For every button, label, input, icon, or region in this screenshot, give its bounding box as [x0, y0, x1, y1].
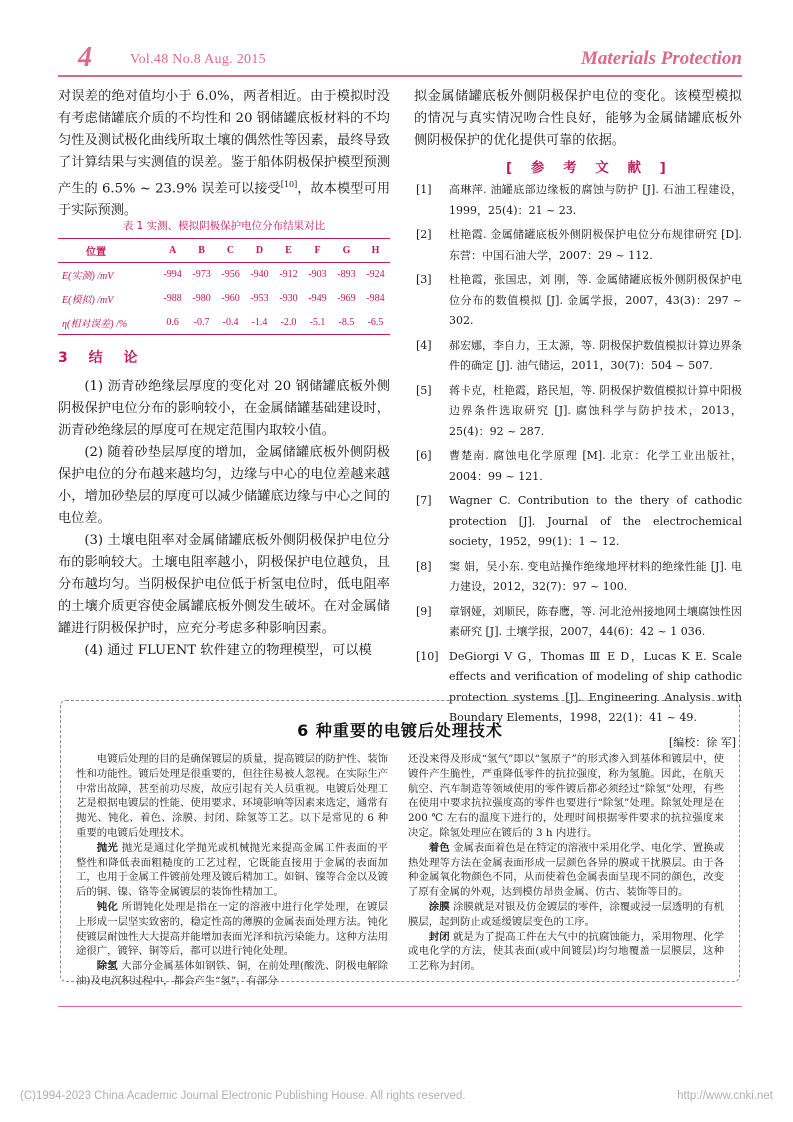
conclusion-item: (3) 土壤电阻率对金属储罐底板外侧阴极保护电位分布的影响较大。土壤电阻率越小，阴极保护电位越负，且分布越均匀。当阴极保护电位低于析氢电位时，低电阻率的土壤介质更容使金属罐底板外侧发生破坏。在对金属储罐进行阴极保护时，应充分考虑多种影响因素。	[58, 533, 390, 636]
term-label: 抛光	[96, 841, 119, 854]
reference-text: 高琳萍. 油罐底部边缘板的腐蚀与防护 [J]. 石油工程建设，1999，25(4)：21 ~ 23.	[449, 183, 742, 217]
article-paragraph: 着色 金属表面着色是在特定的溶液中采用化学、电化学、置换或热处理等方法在金属表面形成一层颜色各异的膜或干扰膜层。由于各种金属氧化物颜色不同，从而使着色金属表面呈现不同的颜色，改变了原有金属的外观，达到模仿昂贵金属、仿古、装饰等目的。	[408, 841, 725, 899]
table-cell: -1.4	[251, 316, 268, 328]
sidebar-article-left	[76, 752, 388, 989]
table-cell: -912	[279, 269, 298, 281]
table-header-row	[58, 239, 390, 263]
conclusion-item: (1) 沥青砂绝缘层厚度的变化对 20 钢储罐底板外侧阴极保护电位分布的影响较小，在金属储罐基础建设时，沥青砂绝缘层的厚度可在规定范围内取较小值。	[58, 379, 390, 438]
article-paragraph: 还没来得及形成“氢气”即以“氢原子”的形式渗入到基体和镀层中，使镀件产生脆性，严重降低零件的抗拉强度，称为氢脆。因此，在航天航空、汽车制造等领域使用的零件镀后都必须经过“除氢”处理，有些在使用中要求抗拉强度高的零件也要进行“除氢”处理。除氢处理是在 200 ℃ 左右的温度下进行的，处理时间根据零件要求的抗拉强度来决定。除氢处理应在镀后的 3 h 内进行。	[408, 753, 724, 839]
reference-number: [9]	[416, 604, 432, 618]
header-cell: F	[314, 245, 321, 256]
reference-number: [4]	[416, 338, 432, 352]
reference-text: 曹楚南. 腐蚀电化学原理 [M]. 北京：化学工业出版社，2004：99 ~ 121.	[449, 449, 742, 483]
table-cell: 0.6	[166, 316, 179, 328]
reference-number: [6]	[416, 449, 432, 462]
table-cell: -0.7	[193, 316, 210, 328]
section-heading: 3 结 论	[58, 350, 146, 366]
continuation-paragraph: 拟金属储罐底板外侧阴极保护电位的变化。该模型模拟的情况与真实情况吻合性良好，能够为金属储罐底板外侧阴极保护的优化提供可靠的依据。	[414, 89, 742, 148]
reference-item	[414, 270, 742, 332]
reference-item	[414, 446, 742, 487]
reference-number: [2]	[416, 228, 432, 241]
table-cell: -984	[366, 293, 385, 304]
table-cell: -8.5	[338, 316, 355, 328]
table-row	[58, 263, 390, 287]
article-paragraph: 涂膜 涂膜就是对银及仿金镀层的零件，涂覆或浸一层透明的有机膜层，起到防止或延缓镀层变色的工序。	[408, 900, 725, 928]
reference-number: [8]	[416, 559, 432, 573]
journal-name: Materials Protection	[581, 48, 742, 69]
row-label: E(模拟) /mV	[62, 295, 114, 306]
table-cell: -2.0	[280, 316, 297, 328]
footer-divider	[58, 1006, 742, 1007]
header-cell: B	[198, 245, 205, 256]
reference-item	[414, 225, 742, 266]
table-cell: -903	[308, 269, 327, 281]
reference-text: 蒋卡克，杜艳霞，路民旭，等. 阴极保护数值模拟计算中阳极边界条件选取研究 [J]. 腐蚀科学与防护技术，2013，25(4)：92 ~ 287.	[449, 383, 742, 438]
comparison-table	[58, 238, 390, 335]
table-cell: -994	[163, 269, 182, 281]
reference-list	[414, 180, 742, 753]
reference-number: [5]	[416, 383, 432, 397]
term-label: 涂膜	[428, 900, 450, 913]
table-cell: -956	[221, 269, 240, 281]
term-label: 钝化	[96, 900, 119, 913]
table-caption: 表 1 实测、模拟阴极保护电位分布结果对比	[122, 220, 326, 232]
term-label: 封闭	[428, 930, 450, 943]
row-label: E(实测) /mV	[62, 271, 114, 283]
conclusions	[58, 376, 390, 662]
reference-item	[414, 557, 742, 598]
header-divider	[58, 75, 742, 77]
table-cell: -5.1	[309, 316, 326, 328]
table-cell: -969	[337, 293, 356, 304]
table-cell: -940	[250, 269, 269, 281]
table-cell: -924	[366, 269, 385, 281]
page-footer	[20, 1090, 773, 1102]
reference-item	[414, 180, 742, 221]
page-header	[58, 44, 742, 76]
reference-number: [3]	[416, 273, 432, 286]
volume-issue: Vol.48 No.8 Aug. 2015	[130, 52, 266, 67]
article-paragraph: 除氢 大部分金属基体如钢铁、铜，在前处理(酸洗、阴极电解除油)及电沉积过程中，都会产生“氢”，有部分	[76, 960, 388, 987]
sidebar-article-right	[408, 752, 724, 974]
reference-text: DeGiorgi V G，Thomas Ⅲ E D，Lucas K E. Scale effects and verification of modeling of ship cathodic protection systems [J]. Engineering Analysis with Boundary Elements，1998，22(1)：41 ~ 49.	[449, 649, 742, 724]
header-cell: D	[255, 245, 264, 256]
table-cell: -893	[337, 269, 356, 281]
row-label: η(相对误差) /%	[62, 318, 128, 330]
header-cell: E	[285, 245, 292, 256]
sidebar-article-title: 6 种重要的电镀后处理技术	[297, 721, 503, 740]
table-cell: -988	[163, 293, 182, 304]
reference-item	[414, 602, 742, 643]
footer-link[interactable]: http://www.cnki.net	[677, 1090, 773, 1102]
article-paragraph: 电镀后处理的目的是确保镀层的质量，提高镀层的防护性、装饰性和功能性。镀后处理是很重要的，但往往易被人忽视。在实际生产中常出故障，甚至前功尽废，故应引起有关人员重视。电镀后处理工艺是根据电镀层的性能、使用要求、环境影响等因素来选定，通常有抛光、钝化、着色、涂膜、封闭、除氢等工艺。以下是常见的 6 种重要的电镀后处理技术。	[76, 753, 388, 839]
header-cell: 位置	[86, 247, 106, 258]
page-number: 4	[78, 42, 92, 73]
reference-number: [7]	[416, 494, 432, 507]
term-label: 着色	[428, 841, 450, 854]
header-cell: A	[168, 245, 177, 256]
editor-note: [编校：徐 军]	[668, 735, 736, 749]
reference-text: 杜艳霞. 金属储罐底板外侧阴极保护电位分布规律研究 [D]. 东营：中国石油大学，2007：29 ~ 112.	[449, 228, 742, 262]
article-paragraph: 封闭 就是为了提高工件在大气中的抗腐蚀能力，采用物理、化学或电化学的方法，使其表面(或中间镀层)均匀地覆盖一层膜层，这种工艺称为封闭。	[408, 930, 725, 973]
reference-item	[414, 491, 742, 553]
table-cell: -0.4	[222, 316, 239, 328]
table-cell: -960	[221, 293, 240, 304]
table-cell: -930	[279, 293, 298, 304]
article-paragraph: 抛光 抛光是通过化学抛光或机械抛光来提高金属工件表面的平整性和降低表面粗糙度的工艺过程，它既能直接用于金属的表面加工，也用于金属工件镀前处理及镀后精加工。如铜、镍等合金以及镀后的铜、镍、铬等金属镀层的装饰性精加工。	[76, 841, 388, 899]
reference-number: [1]	[416, 183, 432, 196]
reference-text: Wagner C. Contribution to the thery of cathodic protection [J]. Journal of the electrochemical society，1952，99(1)：1 ~ 12.	[449, 494, 742, 548]
reference-text: 杜艳霞，张国忠，刘 刚，等. 金属储罐底板外侧阴极保护电位分布的数值模拟 [J]. 金属学报，2007，43(3)：297 ~ 302.	[449, 273, 742, 327]
article-paragraph: 钝化 所谓钝化处理是指在一定的溶液中进行化学处理，在镀层上形成一层坚实致密的，稳定性高的薄膜的金属表面处理方法。钝化使镀层耐蚀性大大提高并能增加表面光泽和抗污染能力。这种方法用途很广，镀锌、铜等后，都可以进行钝化处理。	[76, 900, 388, 958]
reference-item	[414, 381, 742, 443]
table-cell: -980	[192, 293, 211, 304]
citation: [10]	[280, 180, 298, 189]
reference-text: 郝宏娜，李自力，王太源，等. 阴极保护数值模拟计算边界条件的确定 [J]. 油气储运，2011，30(7)：504 ~ 507.	[449, 338, 742, 372]
conclusion-item: (4) 通过 FLUENT 软件建立的物理模型，可以模	[84, 643, 372, 658]
table-cell: -6.5	[367, 316, 384, 328]
intro-paragraph: 对误差的绝对值均小于 6.0%，两者相近。由于模拟时没有考虑储罐底介质的不均性和 20 钢储罐底板材料的不均匀性及测试极化曲线所取土壤的偶然性等因素，最终导致了计算结果与实测值的误差。鉴于船体阴极保护模型预测产生的 6.5% ~ 23.9% 误差可以接受[10]，故本模型可用于实际预测。	[58, 89, 391, 219]
term-label: 除氢	[96, 960, 118, 973]
reference-item	[414, 336, 742, 377]
conclusion-item: (2) 随着砂垫层厚度的增加，金属储罐底板外侧阴极保护电位的分布越来越均匀，边缘与中心的电位差越来越小，增加砂垫层的厚度可以减少储罐底边缘与中心之间的电位差。	[58, 445, 390, 526]
table-row	[58, 287, 390, 311]
header-cell: C	[226, 245, 235, 256]
table-cell: -953	[250, 293, 269, 304]
reference-text: 窦 娟，吴小东. 变电站操作绝缘地坪材料的绝缘性能 [J]. 电力建设，2012，32(7)：97 ~ 100.	[449, 559, 742, 593]
copyright-text: (C)1994-2023 China Academic Journal Electronic Publishing House. All rights reserved.	[20, 1090, 466, 1102]
header-cell: G	[342, 245, 351, 256]
reference-number: [10]	[416, 649, 439, 663]
table-cell: -949	[308, 293, 327, 304]
header-cell: H	[371, 245, 380, 256]
table-cell: -973	[192, 269, 211, 281]
references-title: [ 参 考 文 献 ]	[506, 160, 673, 176]
reference-text: 章钢娅，刘顺民，陈春鹰，等. 河北沧州接地网土壤腐蚀性因素研究 [J]. 土壤学报，2007，44(6)：42 ~ 1 036.	[449, 604, 742, 638]
table-row	[58, 311, 390, 335]
